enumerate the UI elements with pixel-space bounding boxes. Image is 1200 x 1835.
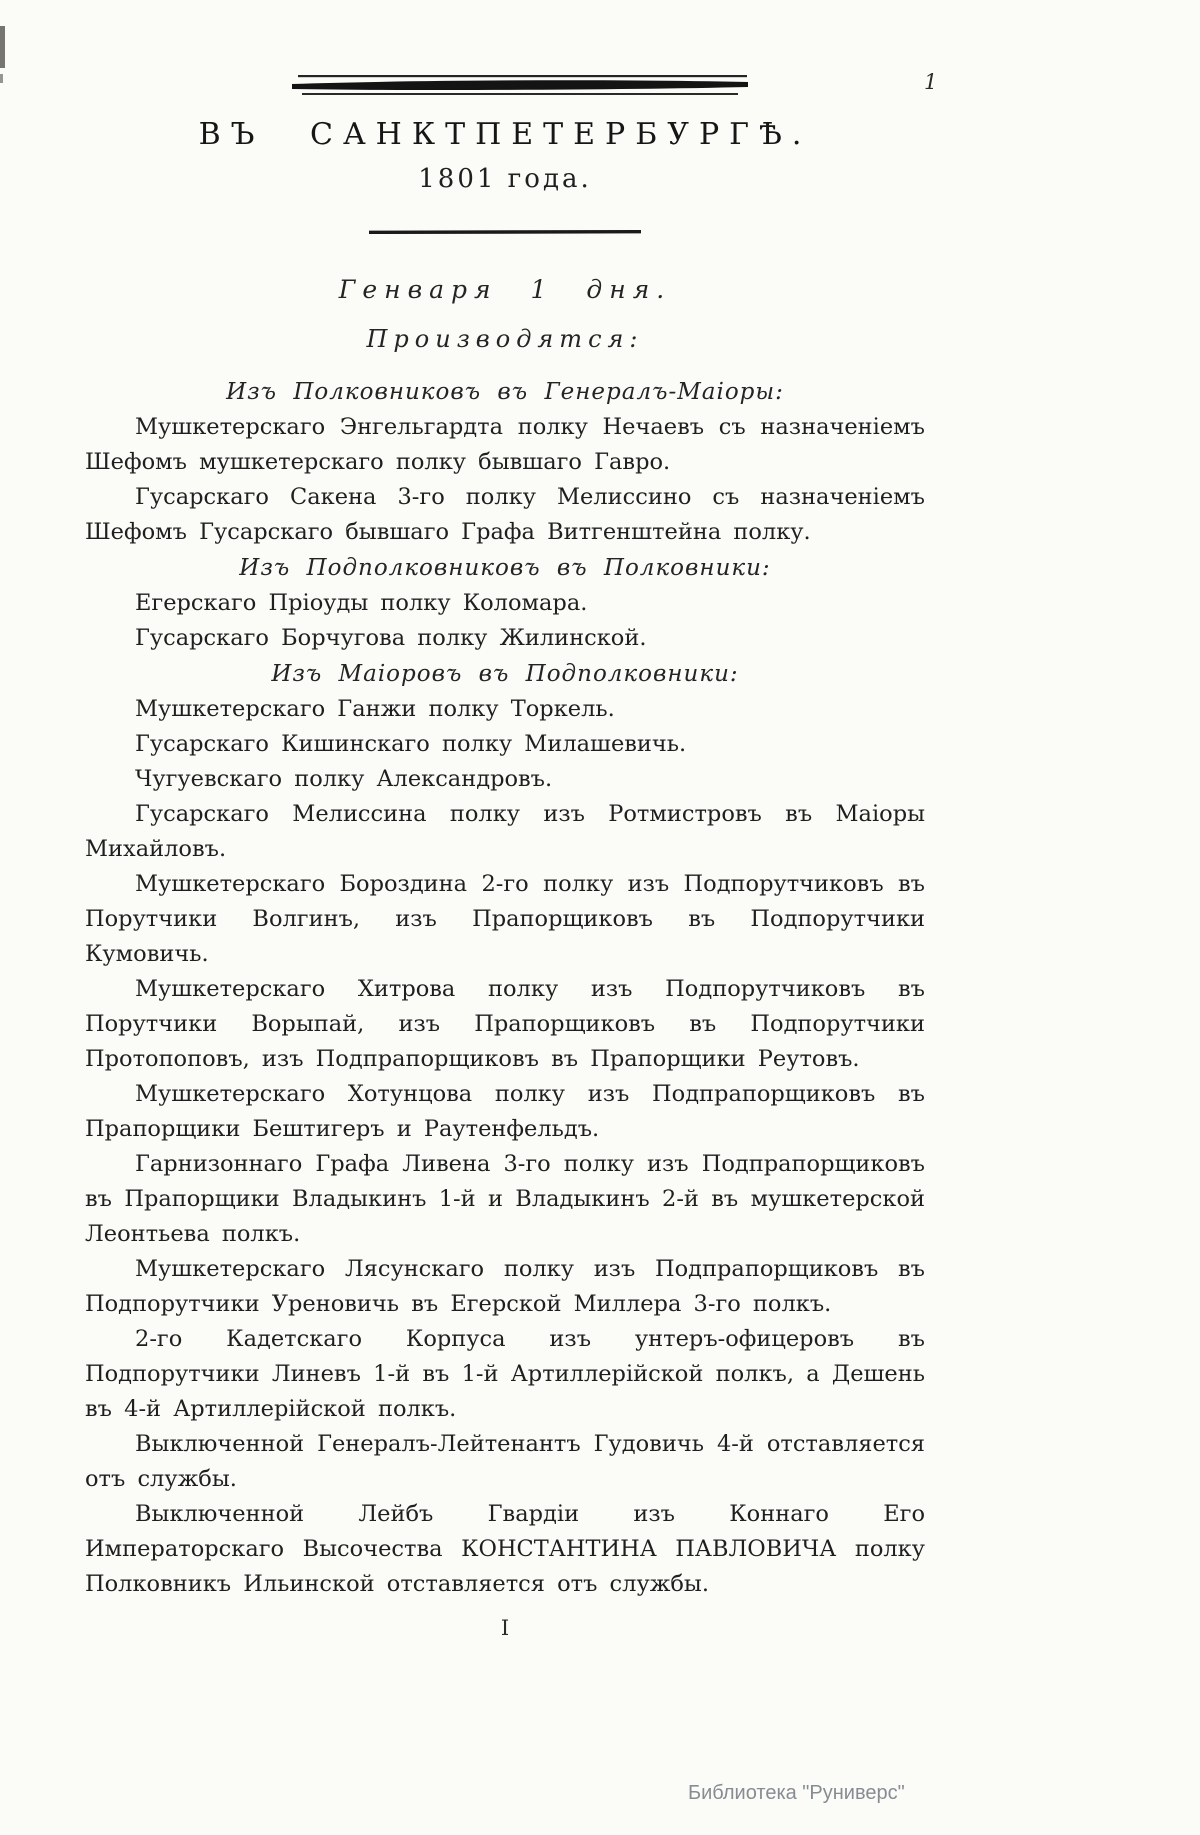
section-heading: Изъ Полковниковъ въ Генералъ-Маіоры: xyxy=(226,379,784,405)
scan-edge-artifact xyxy=(0,26,5,68)
year-line: 1801 года. xyxy=(418,164,592,194)
paragraph: Мушкетерскаго Энгельгардта полку Нечаевъ съ назначеніемъ Шефомъ мушкетерскаго полку бывшаго Гавро. xyxy=(85,414,925,475)
document-body xyxy=(85,375,925,1602)
ornament-rule-graphic xyxy=(292,74,748,98)
paragraph: Гарнизоннаго Графа Ливена 3-го полку изъ Подпрапорщиковъ въ Прапорщики Владыкинъ 1-й и Владыкинъ 2-й въ мушкетерской Леонтьева полкъ. xyxy=(85,1151,925,1247)
paragraph: Мушкетерскаго Бороздина 2-го полку изъ Подпорутчиковъ въ Порутчики Волгинъ, изъ Прапорщиковъ въ Подпорутчики Кумовичь. xyxy=(85,871,925,967)
paragraph: Чугуевскаго полку Александровъ. xyxy=(135,766,553,792)
paragraph: Гусарскаго Сакена 3-го полку Мелиссино съ назначеніемъ Шефомъ Гусарскаго бывшаго Графа Витгенштейна полку. xyxy=(85,484,925,545)
section-heading: Изъ Подполковниковъ въ Полковники: xyxy=(239,555,771,581)
paragraph: Мушкетерскаго Хотунцова полку изъ Подпрапорщиковъ въ Прапорщики Бештигеръ и Раутенфельдъ. xyxy=(85,1081,925,1142)
paragraph: Мушкетерскаго Лясунскаго полку изъ Подпрапорщиковъ въ Подпорутчики Уреновичь въ Егерской Миллера 3-го полкъ. xyxy=(85,1256,925,1317)
scan-edge-artifact-small xyxy=(0,74,3,83)
paragraph: 2-го Кадетскаго Корпуса изъ унтеръ-офицеровъ въ Подпорутчики Линевъ 1-й въ 1-й Артиллерійской полкъ, а Дешень въ 4-й Артиллерійской полкъ. xyxy=(85,1326,925,1422)
action-heading: Производятся: xyxy=(366,325,644,353)
page-title: ВЪ САНКТПЕТЕРБУРГѢ. xyxy=(198,117,812,152)
header-ornament-rule xyxy=(292,74,748,98)
paragraph: Выключенной Генералъ-Лейтенантъ Гудовичь 4-й отставляется отъ службы. xyxy=(85,1431,925,1492)
divider-rule xyxy=(369,230,641,234)
signature-mark: I xyxy=(500,1616,510,1640)
page-number: 1 xyxy=(924,70,938,94)
paragraph: Гусарскаго Мелиссина полку изъ Ротмистровъ въ Маіоры Михайловъ. xyxy=(85,801,925,862)
paragraph: Егерскаго Пріоуды полку Коломара. xyxy=(135,590,588,616)
paragraph: Гусарскаго Кишинскаго полку Милашевичь. xyxy=(135,731,687,757)
date-heading: Генваря 1 дня. xyxy=(338,275,672,304)
paragraph: Мушкетерскаго Хитрова полку изъ Подпорутчиковъ въ Порутчики Ворыпай, изъ Прапорщиковъ въ Подпорутчики Протопоповъ, изъ Подпрапорщиковъ въ Прапорщики Реутовъ. xyxy=(85,976,925,1072)
document-page xyxy=(85,116,925,1640)
section-heading: Изъ Маіоровъ въ Подполковники: xyxy=(271,661,739,687)
paragraph: Выключенной Лейбъ Гвардіи изъ Коннаго Его Императорскаго Высочества КОНСТАНТИНА ПАВЛОВИЧА полку Полковникъ Ильинской отставляется отъ службы. xyxy=(85,1501,925,1597)
paragraph: Гусарскаго Борчугова полку Жилинской. xyxy=(135,625,647,651)
paragraph: Мушкетерскаго Ганжи полку Торкель. xyxy=(135,696,615,722)
library-watermark: Библиотека "Руниверс" xyxy=(688,1782,905,1804)
